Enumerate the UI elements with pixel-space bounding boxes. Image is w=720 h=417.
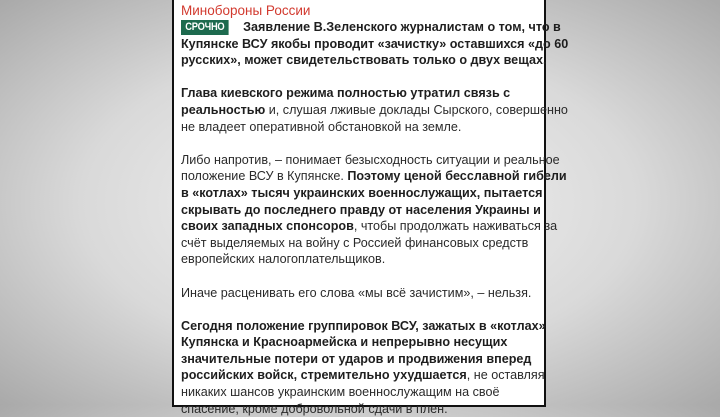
text-line xyxy=(181,19,561,36)
text: Иначе расценивать его слова «мы всё зачистим», – нельзя. xyxy=(181,285,532,300)
text: , чтобы продолжать наживаться за xyxy=(353,219,558,234)
text: Либо напротив, – понимает безысходность ситуации и реальное xyxy=(181,152,560,167)
bold-text: русских», может свидетельствовать только о двух вещах. xyxy=(181,53,547,68)
text-line xyxy=(181,351,544,368)
urgent-badge: СРОЧНО xyxy=(181,20,229,35)
bold-text: своих западных спонсоров xyxy=(181,219,354,234)
bold-text: значительные потери от ударов и продвижения вперед xyxy=(181,351,532,366)
text-line xyxy=(181,102,568,119)
bold-text: Глава киевского режима полностью утратил связь с xyxy=(181,86,511,101)
bold-text: Поэтому ценой бесславной гибели xyxy=(347,169,567,184)
text-line xyxy=(181,285,544,302)
text: спасение, кроме добровольной сдачи в плен. xyxy=(181,401,448,416)
text-line xyxy=(181,119,544,136)
channel-name[interactable]: Минобороны России xyxy=(181,3,311,18)
bold-text: Купянске ВСУ якобы проводит «зачистку» оставшихся «до 60 xyxy=(181,36,569,51)
text: не владеет оперативной обстановкой на земле. xyxy=(181,119,462,134)
text: положение ВСУ в Купянске. xyxy=(181,169,348,184)
text-line xyxy=(181,202,544,219)
bold-text: Сегодня положение группировок ВСУ, зажатых в «котлах» xyxy=(181,318,546,333)
text-line xyxy=(181,401,544,417)
text-line xyxy=(181,85,544,102)
post-card xyxy=(172,0,569,416)
bold-text: скрывать до последнего правду от населения Украины и xyxy=(181,202,541,217)
text: никаких шансов украинским военнослужащим на своё xyxy=(181,385,500,400)
text: счёт выделяемых на войну с Россией финансовых средств xyxy=(181,235,529,250)
text-line xyxy=(181,235,544,252)
paragraph-gap xyxy=(181,69,544,86)
text-line xyxy=(181,334,544,351)
text: европейских налогоплательщиков. xyxy=(181,252,386,267)
text-line xyxy=(181,384,544,401)
text: и, слушая лживые доклады Сырского, совершенно xyxy=(265,102,568,117)
text-line xyxy=(181,367,544,384)
bold-text: реальностью xyxy=(181,102,266,117)
text-line xyxy=(181,251,544,268)
text-line xyxy=(181,185,544,202)
text-line xyxy=(181,152,560,169)
text-line xyxy=(181,52,547,69)
bold-text: в «котлах» тысяч украинских военнослужащих, пытается xyxy=(181,185,543,200)
text: , не оставляя xyxy=(466,368,545,383)
text-line xyxy=(181,218,558,235)
post-body xyxy=(181,19,569,417)
paragraph-gap xyxy=(181,135,544,152)
text-line xyxy=(181,168,567,185)
text-line xyxy=(181,36,569,53)
paragraph-gap xyxy=(181,268,544,285)
bold-text: российских войск, стремительно ухудшается xyxy=(181,368,467,383)
paragraph-gap xyxy=(181,301,544,318)
bold-text: Заявление В.Зеленского журналистам о том, что в xyxy=(243,20,561,34)
text-line xyxy=(181,318,544,335)
bold-text: Купянска и Красноармейска и непрерывно несущих xyxy=(181,335,508,350)
